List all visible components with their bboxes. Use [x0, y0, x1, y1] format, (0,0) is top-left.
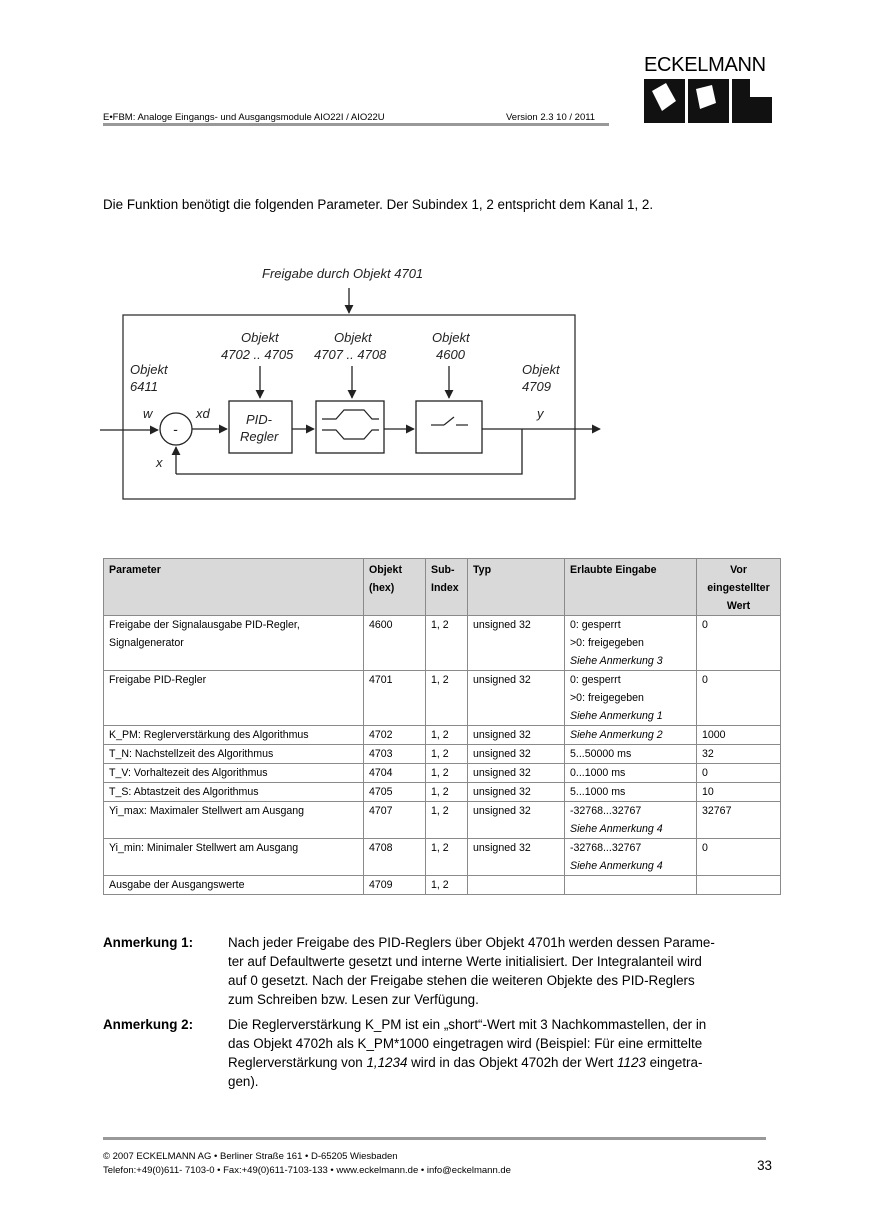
cell-parameter: T_V: Vorhaltezeit des Algorithmus — [104, 764, 364, 783]
cell-default: 0 — [697, 671, 781, 726]
cell-subindex: 1, 2 — [426, 764, 468, 783]
cell-default: 1000 — [697, 726, 781, 745]
cell-eingabe: 0...1000 ms — [565, 764, 697, 783]
diagram-obj-lim-2: 4707 .. 4708 — [314, 347, 387, 362]
table-row — [104, 783, 781, 802]
cell-subindex: 1, 2 — [426, 671, 468, 726]
cell-subindex: 1, 2 — [426, 783, 468, 802]
th-default: Vor eingestellter Wert — [697, 559, 781, 616]
diagram-obj-in-1: Objekt — [130, 362, 168, 377]
cell-typ: unsigned 32 — [468, 783, 565, 802]
cell-typ: unsigned 32 — [468, 671, 565, 726]
table-row — [104, 616, 781, 671]
cell-subindex: 1, 2 — [426, 839, 468, 876]
diagram-pid-block-line1: PID- — [246, 412, 272, 427]
cell-objekt: 4705 — [364, 783, 426, 802]
cell-eingabe: 5...1000 ms — [565, 783, 697, 802]
th-subindex: Sub- Index — [426, 559, 468, 616]
cell-eingabe: 0: gesperrt >0: freigegeben Siehe Anmerkung 3 — [565, 616, 697, 671]
pid-block-diagram — [100, 258, 620, 508]
table-row — [104, 839, 781, 876]
note2-label: Anmerkung 2: — [103, 1017, 194, 1032]
cell-objekt: 4600 — [364, 616, 426, 671]
diagram-limiter-block — [316, 401, 384, 453]
note1-label: Anmerkung 1: — [103, 935, 194, 950]
cell-typ: unsigned 32 — [468, 764, 565, 783]
cell-objekt: 4703 — [364, 745, 426, 764]
page-number: 33 — [757, 1158, 772, 1173]
footer-address: © 2007 ECKELMANN AG • Berliner Straße 161 • D-65205 Wiesbaden — [103, 1151, 398, 1162]
table-row — [104, 671, 781, 726]
cell-eingabe: 5...50000 ms — [565, 745, 697, 764]
header-version: Version 2.3 10 / 2011 — [506, 112, 596, 123]
cell-eingabe: -32768...32767 Siehe Anmerkung 4 — [565, 802, 697, 839]
cell-default: 32767 — [697, 802, 781, 839]
diagram-xd-label: xd — [196, 406, 210, 421]
cell-typ: unsigned 32 — [468, 616, 565, 671]
cell-eingabe: Siehe Anmerkung 2 — [565, 726, 697, 745]
th-objekt: Objekt (hex) — [364, 559, 426, 616]
diagram-obj-en-2: 4600 — [436, 347, 465, 362]
cell-parameter: K_PM: Reglerverstärkung des Algorithmus — [104, 726, 364, 745]
th-typ: Typ — [468, 559, 565, 616]
cell-subindex: 1, 2 — [426, 876, 468, 895]
diagram-obj-kp-1: Objekt — [241, 330, 279, 345]
intro-text: Die Funktion benötigt die folgenden Parameter. Der Subindex 1, 2 entspricht dem Kanal 1, 2. — [103, 197, 654, 212]
cell-objekt: 4709 — [364, 876, 426, 895]
cell-parameter: T_N: Nachstellzeit des Algorithmus — [104, 745, 364, 764]
cell-typ — [468, 876, 565, 895]
cell-subindex: 1, 2 — [426, 616, 468, 671]
parameter-table — [103, 558, 781, 895]
cell-subindex: 1, 2 — [426, 726, 468, 745]
footer-contact: Telefon:+49(0)611- 7103-0 • Fax:+49(0)611-7103-133 • www.eckelmann.de • info@eckelmann.de — [103, 1165, 511, 1176]
diagram-obj-out-2: 4709 — [522, 379, 551, 394]
cell-objekt: 4702 — [364, 726, 426, 745]
diagram-x-label: x — [156, 455, 163, 470]
diagram-obj-kp-2: 4702 .. 4705 — [221, 347, 294, 362]
cell-default: 10 — [697, 783, 781, 802]
diagram-enable-label: Freigabe durch Objekt 4701 — [262, 266, 424, 281]
diagram-pid-block-line2: Regler — [240, 429, 279, 444]
cell-subindex: 1, 2 — [426, 802, 468, 839]
th-parameter: Parameter — [104, 559, 364, 616]
cell-default: 32 — [697, 745, 781, 764]
cell-parameter: Freigabe PID-Regler — [104, 671, 364, 726]
cell-typ: unsigned 32 — [468, 802, 565, 839]
cell-objekt: 4701 — [364, 671, 426, 726]
cell-eingabe — [565, 876, 697, 895]
logo-mark-icon — [644, 79, 772, 123]
cell-typ: unsigned 32 — [468, 839, 565, 876]
note1-body: Nach jeder Freigabe des PID-Reglers über Objekt 4701h werden dessen Parame- ter auf Defaultwerte gesetzt und interne Werte initialisiert. Der Integralanteil wird auf 0 gesetzt. Nach der Freigabe stehen die weiteren Objekte des PID-Reglers zum Schreiben bzw. Lesen zur Verfügung. — [228, 935, 715, 1007]
cell-typ: unsigned 32 — [468, 726, 565, 745]
cell-objekt: 4707 — [364, 802, 426, 839]
table-row — [104, 745, 781, 764]
table-row — [104, 876, 781, 895]
diagram-obj-lim-1: Objekt — [334, 330, 372, 345]
cell-default: 0 — [697, 616, 781, 671]
diagram-minus-sign: - — [173, 421, 178, 437]
diagram-pid-block — [229, 401, 292, 453]
table-row — [104, 764, 781, 783]
cell-eingabe: -32768...32767 Siehe Anmerkung 4 — [565, 839, 697, 876]
table-row — [104, 726, 781, 745]
diagram-switch-block — [416, 401, 482, 453]
cell-objekt: 4708 — [364, 839, 426, 876]
cell-parameter: T_S: Abtastzeit des Algorithmus — [104, 783, 364, 802]
cell-parameter: Yi_min: Minimaler Stellwert am Ausgang — [104, 839, 364, 876]
diagram-w-label: w — [143, 406, 153, 421]
table-header-row — [104, 559, 781, 616]
diagram-obj-in-2: 6411 — [130, 379, 158, 394]
cell-subindex: 1, 2 — [426, 745, 468, 764]
logo-wordmark: ECKELMANN — [644, 54, 766, 76]
th-eingabe: Erlaubte Eingabe — [565, 559, 697, 616]
cell-default: 0 — [697, 839, 781, 876]
header-document-title: E•FBM: Analoge Eingangs- und Ausgangsmodule AIO22I / AIO22U — [103, 112, 385, 123]
diagram-y-label: y — [537, 406, 544, 421]
cell-eingabe: 0: gesperrt >0: freigegeben Siehe Anmerkung 1 — [565, 671, 697, 726]
cell-default — [697, 876, 781, 895]
diagram-obj-out-1: Objekt — [522, 362, 560, 377]
footer-rule — [103, 1137, 766, 1140]
table-row — [104, 802, 781, 839]
header-rule — [103, 123, 609, 126]
diagram-obj-en-1: Objekt — [432, 330, 470, 345]
cell-default: 0 — [697, 764, 781, 783]
note2-body: Die Reglerverstärkung K_PM ist ein „short“-Wert mit 3 Nachkommastellen, der in das Objekt 4702h als K_PM*1000 eingetragen wird (Beispiel: Für eine ermittelte Reglerverstärkung von 1,1234 wird in das Objekt 4702h der Wert 1123 eingetra- gen). — [228, 1017, 707, 1089]
cell-objekt: 4704 — [364, 764, 426, 783]
company-logo — [644, 54, 772, 124]
cell-parameter: Yi_max: Maximaler Stellwert am Ausgang — [104, 802, 364, 839]
cell-parameter: Freigabe der Signalausgabe PID-Regler, Signalgenerator — [104, 616, 364, 671]
cell-typ: unsigned 32 — [468, 745, 565, 764]
cell-parameter: Ausgabe der Ausgangswerte — [104, 876, 364, 895]
